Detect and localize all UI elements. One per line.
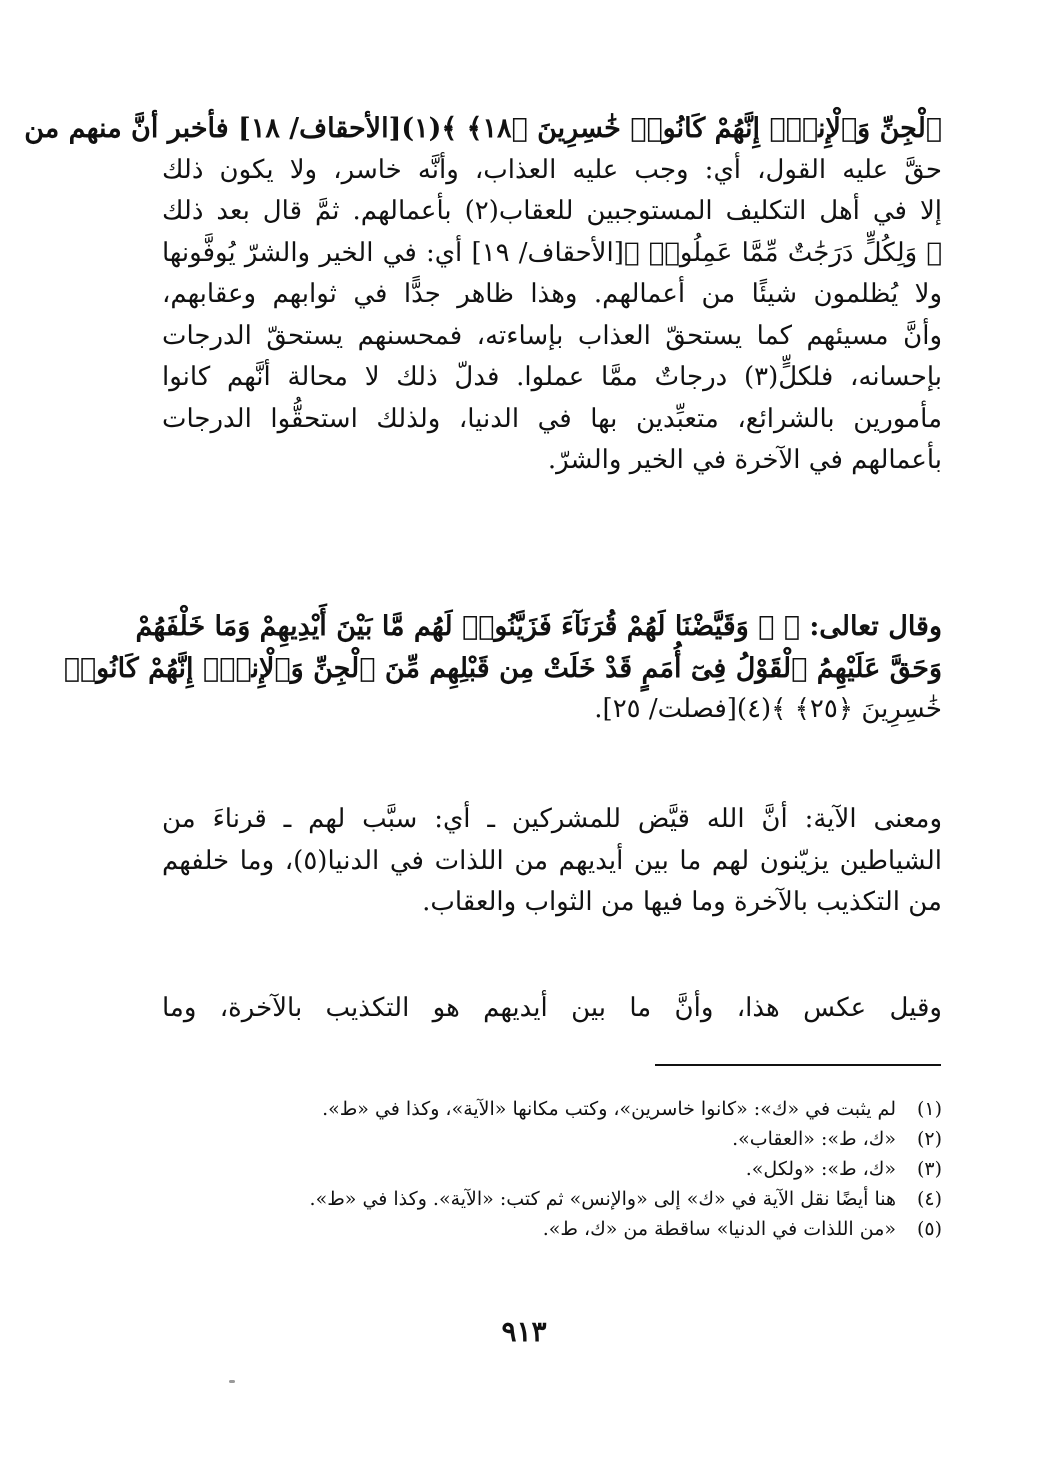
page-number: ٩١٣ — [501, 1315, 547, 1348]
text-line: بأعمالهم في الآخرة في الخير والشرّ. — [547, 445, 942, 475]
footnote-text: لم يثبت في «ك»: «كانوا خاسرين»، وكتب مكانها «الآية»، وكذا في «ط». — [322, 1098, 896, 1120]
text-line: ومعنى الآية: أنَّ الله قيَّض للمشركين ـ أي: سبَّب لهم ـ قرناءَ من — [162, 804, 942, 834]
text-line: إلا في أهل التكليف المستوجبين للعقاب(٢) بأعمالهم. ثمَّ قال بعد ذلك — [162, 196, 942, 226]
footnote-number: (٣) — [916, 1158, 942, 1180]
footnotes — [190, 1094, 942, 1244]
text-line: حقَّ عليه القول، أي: وجب عليه العذاب، وأنَّه خاسر، ولا يكون ذلك — [162, 154, 942, 185]
footnote-text: «ك، ط»: «العقاب». — [732, 1128, 896, 1150]
footnote-item — [190, 1214, 942, 1244]
text-line: الشياطين يزيّنون لهم ما بين أيديهم من اللذات في الدنيا(٥)، وما خلفهم — [162, 845, 943, 876]
text-line: من التكذيب بالآخرة وما فيها من الثواب والعقاب. — [422, 887, 942, 917]
footnote-number: (١) — [916, 1098, 942, 1120]
text-line: ولا يُظلمون شيئًا من أعمالهم. وهذا ظاهر جدًّا في ثوابهم وعقابهم، — [162, 279, 942, 309]
footnote-item — [190, 1184, 942, 1214]
text-line: مأمورين بالشرائع، متعبِّدين بها في الدنيا، ولذلك استحقُّوا الدرجات — [162, 403, 942, 434]
footnote-number: (٤) — [916, 1188, 942, 1210]
paragraph-1 — [24, 108, 942, 482]
footnote-text: «ك، ط»: «ولكل». — [745, 1158, 896, 1180]
paragraph-2 — [63, 606, 942, 731]
text-line: وقال تعالى: ﴿ ۞ وَقَيَّضْنَا لَهُمْ قُرَنَآءَ فَزَيَّنُوا۟ لَهُم مَّا بَيْنَ أَيْدِيهِمْ وَمَا خَلْفَهُمْ — [135, 611, 942, 642]
text-line: بإحسانه، فلكلٍّ(٣) درجاتٌ ممَّا عملوا. فدلّ ذلك لا محالة أنَّهم كانوا — [162, 362, 942, 392]
text-line: ﴿ وَلِكُلٍّ دَرَجَٰتٌ مِّمَّا عَمِلُوا۟ ﴾[الأحقاف/ ١٩] أي: في الخير والشرّ يُوفَّونها — [162, 237, 942, 268]
footnote-text: «من اللذات في الدنيا» ساقطة من «ك، ط». — [542, 1218, 896, 1240]
paragraph-4 — [162, 988, 942, 1030]
scan-speck — [229, 1380, 235, 1383]
footnote-divider — [655, 1064, 941, 1066]
text-line: خَٰسِرِينَ ﴿٢٥﴾ ﴾(٤)[فصلت/ ٢٥]. — [594, 694, 942, 724]
text-line: ٱلْجِنِّ وَٱلْإِنسِۖ إِنَّهُمْ كَانُوا۟ خَٰسِرِينَ ﴿١٨﴾ ﴾(١)[الأحقاف/ ١٨] فأخبر أنَّ منهم من — [24, 113, 942, 144]
footnote-number: (٢) — [916, 1128, 942, 1150]
text-line: وأنَّ مسيئهم كما يستحقّ العذاب بإساءته، فمحسنهم يستحقّ الدرجات — [162, 320, 942, 351]
footnote-item — [190, 1154, 942, 1184]
footnote-item — [190, 1124, 942, 1154]
footnote-number: (٥) — [916, 1218, 942, 1240]
footnote-item — [190, 1094, 942, 1124]
paragraph-3 — [162, 799, 942, 924]
footnote-text: هنا أيضًا نقل الآية في «ك» إلى «والإنس» ثم كتب: «الآية». وكذا في «ط». — [309, 1188, 896, 1210]
text-line: وَحَقَّ عَلَيْهِمُ ٱلْقَوْلُ فِىٓ أُمَمٍ قَدْ خَلَتْ مِن قَبْلِهِم مِّنَ ٱلْجِنِّ وَٱلْإِنسِۖ إِنَّهُمْ كَانُوا۟ — [63, 652, 942, 684]
text-line: وقيل عكس هذا، وأنَّ ما بين أيديهم هو التكذيب بالآخرة، وما — [162, 993, 942, 1023]
